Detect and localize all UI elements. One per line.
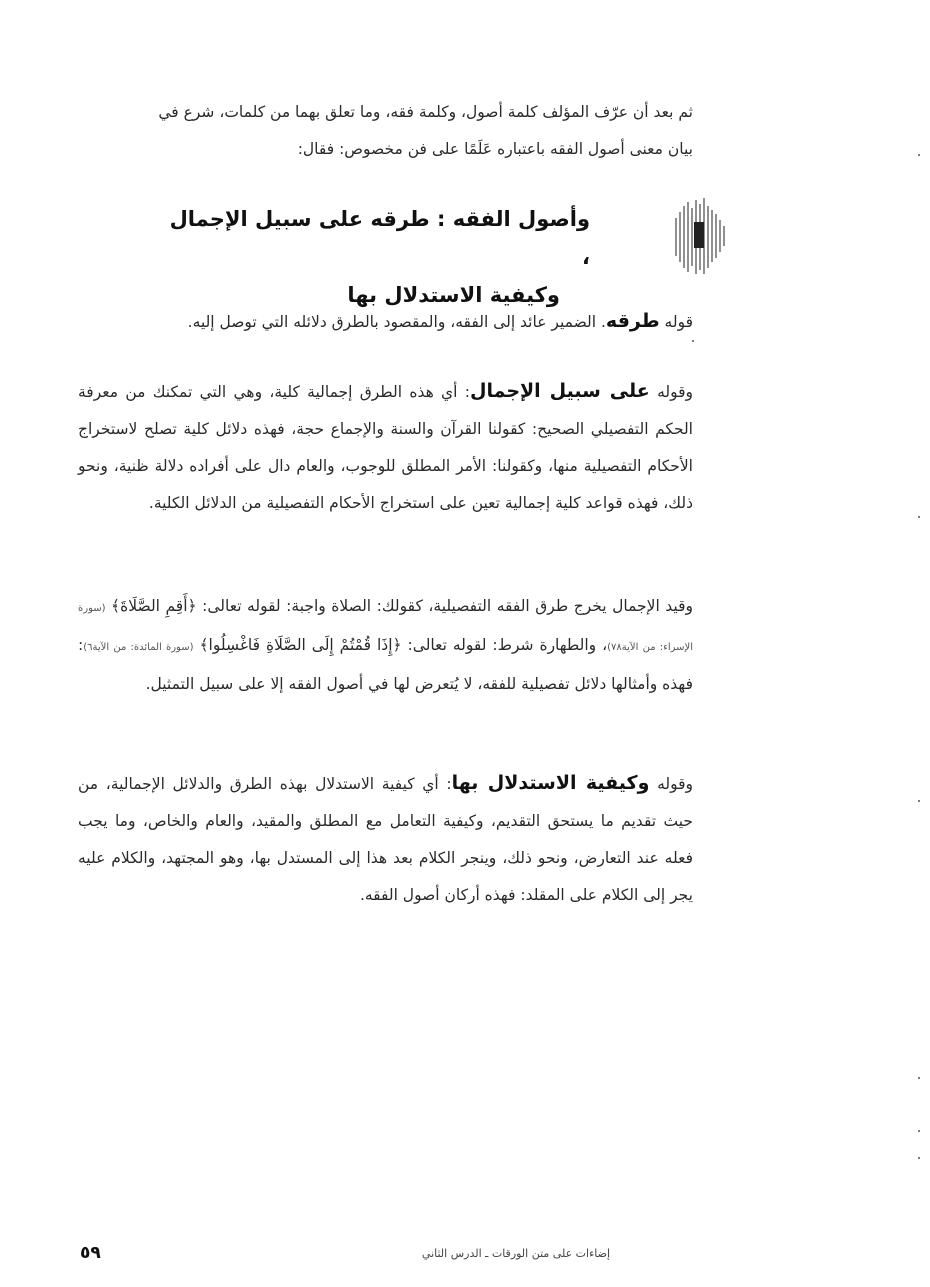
intro-line-2: بيان معنى أصول الفقه باعتباره عَلَمًا على فن مخصوص: فقال: (297, 140, 693, 158)
page-footer (80, 1243, 620, 1267)
section-heading (160, 200, 590, 314)
p3-reference-1: (سورة الإسراء: من الآية٧٨) (78, 603, 693, 653)
p4-term: وكيفية الاستدلال بها (451, 772, 650, 794)
p3-text-1: وقيد الإجمال يخرج طرق الفقه التفصيلية، كقولك: الصلاة واجبة: لقوله تعالى: (202, 597, 693, 615)
p1-term: طرقه (605, 310, 660, 332)
paragraph-turuqihi (78, 303, 693, 341)
p3-text-2: ، والطهارة شرط: لقوله تعالى: (407, 636, 608, 654)
p3-quran-1: ﴿أَقِمِ الصَّلَاةَ﴾ (111, 597, 197, 615)
p3-text-3: : فهذه وأمثالها دلائل تفصيلية للفقه، لا يُتعرض لها في أصول الفقه إلا على سبيل التمثيل. (78, 636, 693, 693)
p1-lead: قوله (664, 313, 693, 331)
vertical-lines-ornament-icon (662, 196, 742, 276)
paragraph-istidlal (78, 765, 693, 914)
heading-line-1: وأصول الفقه : طرقه على سبيل الإجمال ، (169, 207, 590, 269)
heading-line-2: وكيفية الاستدلال بها (347, 283, 560, 307)
paragraph-ijmal (78, 373, 693, 522)
margin-dot (918, 516, 920, 518)
margin-dot (918, 1077, 920, 1079)
margin-dot (918, 800, 920, 802)
page-number: ٥٩ (80, 1243, 101, 1263)
p2-lead: وقوله (657, 383, 693, 401)
margin-dot (918, 154, 920, 156)
margin-dot (918, 1130, 920, 1132)
running-title: إضاءات على متن الورقات ـ الدرس الثاني (421, 1247, 610, 1260)
intro-line-1: ثم بعد أن عرّف المؤلف كلمة أصول، وكلمة فقه، وما تعلق بهما من كلمات، شرع في (158, 103, 693, 121)
intro-paragraph (78, 94, 693, 168)
p4-text: : أي كيفية الاستدلال بهذه الطرق والدلائل الإجمالية، من حيث تقديم ما يستحق التقديم، وكيفية التعامل مع المطلق والمقيد، والعام والخاص، وما يجب فعله عند التعارض، ونحو ذلك، وينجر الكلام بعد هذا إلى المستدل بها، وهو المجتهد، والكلام عليه يجر إلى الكلام على المقلد: فهذه أركان أصول الفقه. (78, 775, 693, 904)
p3-quran-2: ﴿إِذَا قُمْتُمْ إِلَى الصَّلَاةِ فَاغْسِلُوا﴾ (199, 636, 402, 654)
p2-term: على سبيل الإجمال (469, 380, 650, 402)
p1-text: . الضمير عائد إلى الفقه، والمقصود بالطرق دلائله التي توصل إليه. (187, 313, 606, 331)
margin-dot (692, 340, 694, 342)
p3-reference-2: (سورة المائدة: من الآية٦) (83, 642, 194, 653)
paragraph-tafsili (78, 588, 693, 703)
margin-dot (918, 1157, 920, 1159)
p2-text: : أي هذه الطرق إجمالية كلية، وهي التي تمكنك من معرفة الحكم التفصيلي الصحيح: كقولنا القرآن والسنة والإجماع حجة، فهذه دلائل كلية تصلح لاستخراج الأحكام التفصيلية منها، وكقولنا: الأمر المطلق للوجوب، والعام دال على أفراده دلالة ظنية، ونحو ذلك، فهذه قواعد كلية إجمالية تعين على استخراج الأحكام التفصيلية من الدلائل الكلية. (78, 383, 693, 512)
p4-lead: وقوله (657, 775, 693, 793)
